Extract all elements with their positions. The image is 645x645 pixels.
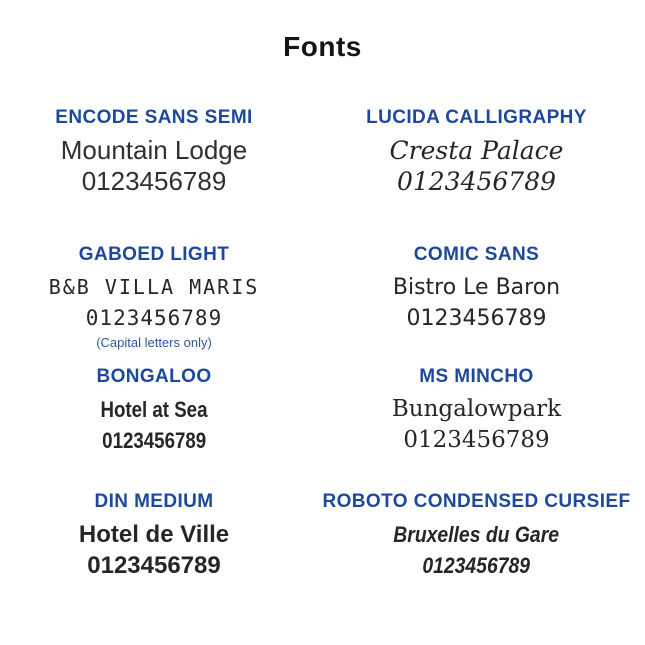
font-card-encode-sans-semi — [0, 106, 308, 197]
font-name-heading: BONGALOO — [96, 366, 212, 387]
font-sample-digits: 0123456789 — [396, 167, 557, 196]
font-sample-digits: 0123456789 — [406, 306, 547, 331]
font-sample-digits — [308, 550, 645, 581]
font-card-ms-mincho — [308, 365, 645, 456]
font-sample-text: B&B VILLA MARIS — [48, 275, 260, 299]
font-name-heading: COMIC SANS — [413, 244, 540, 265]
font-name-heading: DIN MEDIUM — [94, 491, 214, 512]
font-sample-digits: 0123456789 — [403, 427, 550, 453]
font-card-roboto-condensed-cursief — [308, 490, 645, 581]
font-sample-digits: 0123456789 — [85, 306, 223, 330]
font-sample-text: Hotel de Ville — [78, 521, 230, 548]
page-title: Fonts — [283, 31, 362, 62]
font-card-lucida-calligraphy — [308, 106, 645, 197]
font-name-heading: ENCODE SANS SEMI — [55, 107, 253, 128]
font-sample-text: Cresta Palace — [389, 136, 564, 165]
font-sample-text — [0, 394, 308, 425]
font-card-comic-sans — [308, 243, 645, 334]
font-name-heading: MS MINCHO — [419, 366, 534, 387]
font-sample-digits-inner: 0123456789 — [422, 553, 531, 578]
fonts-reference-page — [0, 30, 645, 645]
font-sample-grid — [0, 106, 645, 581]
font-name-heading: LUCIDA CALLIGRAPHY — [366, 107, 587, 128]
font-sample-text-inner: Hotel at Sea — [100, 397, 208, 422]
font-card-din-medium — [0, 490, 308, 581]
font-sample-text — [308, 519, 645, 550]
font-sample-digits-inner: 0123456789 — [101, 428, 206, 453]
font-sample-digits: 0123456789 — [87, 552, 221, 579]
font-name-heading: GABOED LIGHT — [78, 244, 230, 265]
font-card-bongaloo — [0, 365, 308, 456]
font-sample-text: Bungalowpark — [391, 396, 562, 422]
font-sample-digits: 0123456789 — [81, 166, 227, 196]
font-sample-digits — [0, 425, 308, 456]
font-card-gaboed-light — [0, 243, 308, 350]
font-name-heading: ROBOTO CONDENSED CURSIEF — [322, 491, 631, 512]
font-sample-text: Mountain Lodge — [60, 135, 248, 165]
font-note: (Capital letters only) — [96, 335, 212, 350]
font-sample-text-inner: Bruxelles du Gare — [393, 522, 560, 547]
font-sample-text: Bistro Le Baron — [392, 275, 561, 300]
